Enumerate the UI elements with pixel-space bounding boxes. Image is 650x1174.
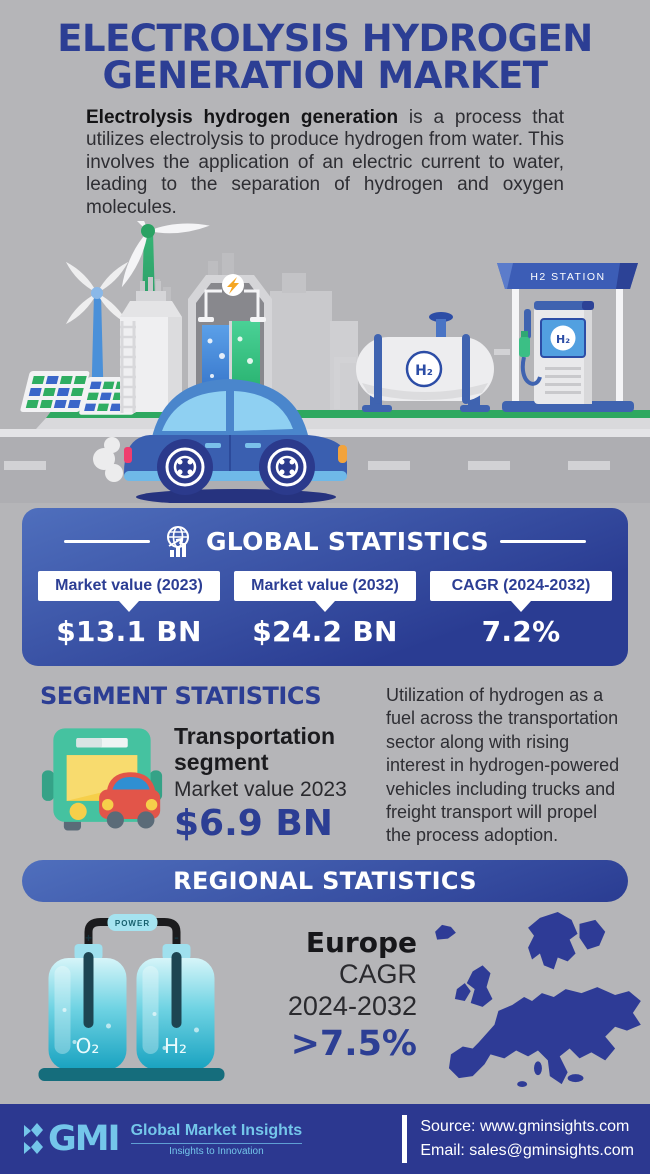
page-title-line1: ELECTROLYSIS HYDROGEN bbox=[57, 17, 593, 60]
global-statistics-panel bbox=[22, 508, 628, 666]
regional-statistics-banner bbox=[22, 860, 628, 902]
region-name: Europe bbox=[305, 925, 417, 959]
cathode-minus-label: - bbox=[174, 928, 179, 945]
company-block bbox=[131, 1122, 303, 1157]
global-stats-row bbox=[38, 571, 612, 648]
pointer-arrow bbox=[315, 601, 335, 612]
h2-tank-label: H₂ bbox=[163, 1033, 188, 1058]
segment-description: Utilization of hydrogen as a fuel across the transportation sector along with rising interest in hydrogen-powered vehicles including trucks and freight transport will propel the process adoption. bbox=[386, 685, 620, 846]
segment-statistics-section bbox=[40, 682, 622, 848]
segment-text-block bbox=[174, 718, 374, 844]
hydrogen-ecosystem-illustration bbox=[0, 221, 650, 503]
gmi-logo-text: GMI bbox=[48, 1118, 119, 1159]
gmi-logo-icon bbox=[24, 1117, 44, 1161]
footer-divider bbox=[402, 1115, 407, 1163]
stat-market-value-2032 bbox=[234, 571, 416, 648]
segment-left-column bbox=[40, 682, 376, 848]
region-metric: CAGR bbox=[338, 958, 417, 989]
pointer-arrow bbox=[511, 601, 531, 612]
h2-tank-icon bbox=[334, 312, 510, 412]
power-label: POWER bbox=[114, 918, 151, 928]
o2-tank-label: O₂ bbox=[75, 1033, 100, 1058]
segment-value: $6.9 BN bbox=[174, 802, 333, 844]
globe-chart-icon bbox=[161, 524, 195, 558]
global-statistics-header bbox=[38, 524, 612, 558]
page-title-line2: GENERATION MARKET bbox=[102, 54, 548, 97]
headlight bbox=[338, 445, 347, 463]
company-tagline: Insights to Innovation bbox=[169, 1145, 264, 1157]
stat-label: Market value (2032) bbox=[234, 571, 416, 601]
stat-market-value-2023 bbox=[38, 571, 220, 648]
region-value: >7.5% bbox=[290, 1024, 417, 1065]
europe-stat-block bbox=[245, 926, 417, 1065]
stat-value: 7.2% bbox=[481, 615, 561, 649]
taillight bbox=[124, 447, 132, 463]
europe-map bbox=[421, 910, 649, 1090]
region-period: 2024-2032 bbox=[287, 990, 417, 1021]
h2-station-icon bbox=[497, 263, 638, 412]
intro-bold-lead: Electrolysis hydrogen generation bbox=[86, 107, 399, 128]
regional-statistics-title: REGIONAL STATISTICS bbox=[173, 866, 477, 895]
fuel-nozzle-icon bbox=[519, 337, 530, 357]
h2-station-sign: H2 STATION bbox=[530, 271, 606, 284]
stat-label: Market value (2023) bbox=[38, 571, 220, 601]
footer bbox=[0, 1104, 650, 1174]
car-wheel-icon bbox=[259, 439, 315, 495]
storage-silo-icon bbox=[120, 277, 182, 413]
pump-screen-label: H₂ bbox=[555, 333, 571, 347]
header-line-left bbox=[64, 540, 150, 543]
anode-plus-label: + bbox=[84, 930, 93, 945]
solar-panel-icon bbox=[20, 371, 90, 412]
company-name: Global Market Insights bbox=[131, 1122, 303, 1144]
regional-section bbox=[28, 910, 650, 1090]
bus-car-icon bbox=[40, 718, 164, 838]
intro-paragraph bbox=[86, 107, 564, 219]
gmi-logo bbox=[24, 1117, 302, 1161]
contact-block bbox=[420, 1115, 634, 1163]
source-link[interactable]: Source: www.gminsights.com bbox=[420, 1118, 630, 1135]
header-line-right bbox=[500, 540, 586, 543]
segment-subtitle: Market value 2023 bbox=[174, 777, 347, 801]
electrolysis-tanks-icon bbox=[28, 910, 243, 1082]
h2-tank-badge: H₂ bbox=[415, 363, 433, 380]
global-statistics-title: GLOBAL STATISTICS bbox=[205, 526, 489, 556]
stat-cagr bbox=[430, 571, 612, 648]
stat-label: CAGR (2024-2032) bbox=[430, 571, 612, 601]
pointer-arrow bbox=[119, 601, 139, 612]
segment-name: Transportation segment bbox=[174, 723, 336, 775]
car-wheel-icon bbox=[157, 439, 213, 495]
stat-value: $13.1 BN bbox=[56, 615, 202, 649]
stat-value: $24.2 BN bbox=[252, 615, 398, 649]
page-title bbox=[0, 0, 650, 97]
segment-statistics-title: SEGMENT STATISTICS bbox=[40, 682, 322, 711]
email-link[interactable]: Email: sales@gminsights.com bbox=[420, 1142, 634, 1159]
footer-contact bbox=[402, 1115, 634, 1163]
intro-body-text: is a process that utilizes electrolysis to produce hydrogen from water. This involves the application of an electric current to water, leading to the separation of hydrogen and oxygen molecules. bbox=[86, 107, 564, 218]
